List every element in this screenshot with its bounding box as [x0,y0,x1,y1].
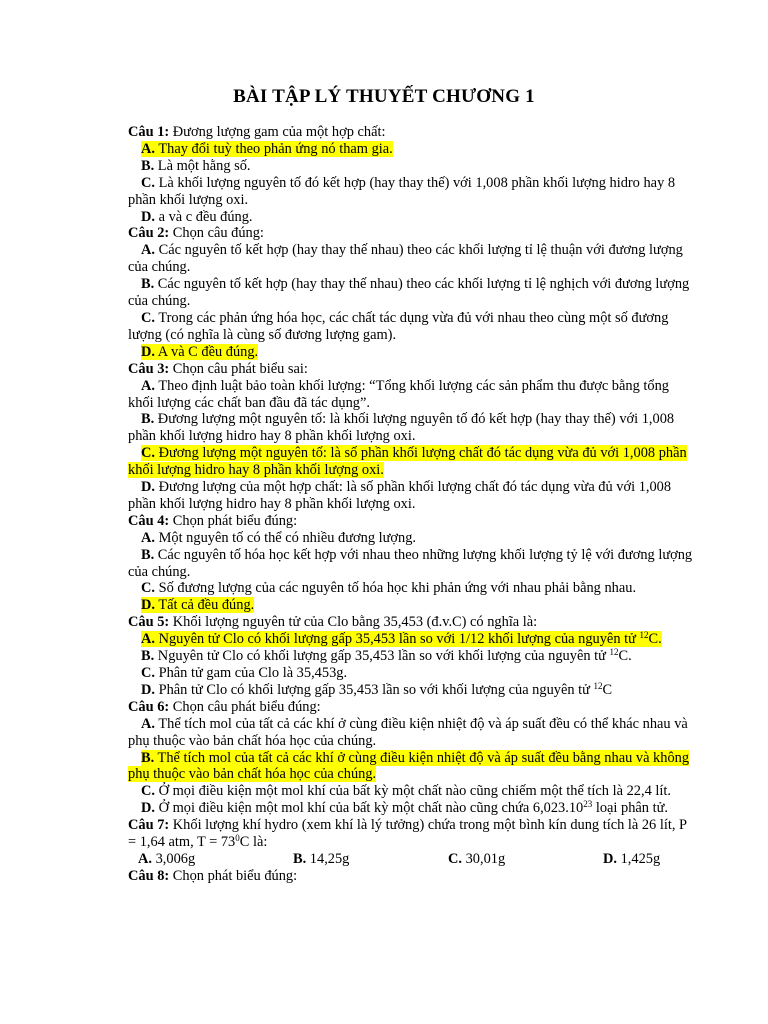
question-4 [128,513,696,530]
q1-option-a-label: A. [141,140,155,157]
question-3-label: Câu 3: [128,360,170,377]
q5-option-a [128,631,696,648]
q6-option-a-label: A. [141,715,155,732]
question-4-text: Chọn phát biểu đúng: [169,512,298,529]
q5-option-d-end: C [602,681,613,698]
q7-option-a [138,851,293,868]
document-title: BÀI TẬP LÝ THUYẾT CHƯƠNG 1 [233,86,535,107]
q6-option-a [128,716,696,750]
q1-option-a-highlight [141,141,393,157]
q5-option-a-highlight [141,631,662,647]
question-6-text: Chọn câu phát biểu đúng: [169,698,321,715]
q1-option-b [128,158,696,175]
q1-option-b-text: Là một hằng số. [154,157,251,174]
q6-option-b-text: Thể tích mol của tất cả các khí ở cùng điều kiện nhiệt độ và áp suất đều bằng nhau và không phụ thuộc vào bản chất hóa học của chúng. [128,749,690,783]
q5-option-a-text: Nguyên tử Clo có khối lượng gấp 35,453 lần so với 1/12 khối lượng của nguyên tử [155,631,640,648]
q1-option-d [128,209,696,226]
question-7-text-end: C là: [239,834,268,851]
q3-option-c-label: C. [141,445,155,462]
q2-option-b [128,276,696,310]
q4-option-b-label: B. [141,546,155,563]
q4-option-b-text: Các nguyên tố hóa học kết hợp với nhau theo những lượng khối lượng tỷ lệ với đương lượng của chúng. [128,546,693,580]
q1-option-a-text: Thay đổi tuỳ theo phản ứng nó tham gia. [155,140,393,157]
q5-option-b-superscript: 12 [609,647,619,658]
q3-option-b-text: Đương lượng một nguyên tố: là khối lượng nguyên tố đó kết hợp (hay thay thế) với 1,008 phần khối lượng hidro hay 8 phần khối lượng oxi. [128,411,675,445]
q6-option-c [128,783,696,800]
q2-option-b-text: Các nguyên tố kết hợp (hay thay thế nhau) theo các khối lượng tỉ lệ nghịch với đương lượng của chúng. [128,276,690,310]
q2-option-a [128,242,696,276]
question-8-label: Câu 8: [128,867,170,884]
q5-option-d-superscript: 12 [593,680,603,691]
q5-option-d-label: D. [141,681,155,698]
q2-option-d-label: D. [141,343,155,360]
document-body [128,124,696,885]
q5-option-c-text: Phân tử gam của Clo là 35,453g. [155,665,348,681]
q7-option-d-text: 1,425g [617,850,661,867]
q7-option-b-text: 14,25g [306,850,350,867]
q3-option-b [128,411,696,445]
question-3-text: Chọn câu phát biểu sai: [169,360,308,377]
q2-option-c [128,310,696,344]
q2-option-a-text: Các nguyên tố kết hợp (hay thay thế nhau) theo các khối lượng tỉ lệ thuận với đương lượng của chúng. [128,242,683,276]
question-1-text: Đương lượng gam của một hợp chất: [169,124,386,140]
question-7 [128,817,696,851]
q4-option-c-text: Số đương lượng của các nguyên tố hóa học khi phản ứng với nhau phải bằng nhau. [155,580,637,597]
question-1-label: Câu 1: [128,124,170,140]
q1-option-c-text: Là khối lượng nguyên tố đó kết hợp (hay thay thế) với 1,008 phần khối lượng hidro hay 8 phần khối lượng oxi. [128,174,676,208]
question-1 [128,124,696,141]
q4-option-a-label: A. [141,529,155,546]
q5-option-b-text: Nguyên tử Clo có khối lượng gấp 35,453 lần so với khối lượng của nguyên tử [154,648,610,665]
q6-option-d-superscript: 23 [583,799,593,810]
q3-option-a-text: Theo định luật bảo toàn khối lượng: “Tổng khối lượng các sản phẩm thu được bằng tổng khối lượng các chất ban đầu đã tác dụng”. [128,377,669,411]
question-3 [128,361,696,378]
q5-option-b-label: B. [141,648,155,665]
question-7-text: Khối lượng khí hydro (xem khí là lý tưởng) chứa trong một bình kín dung tích là 26 lít, P = 1,64 atm, T = 73 [128,817,687,851]
q7-options-row [128,851,696,868]
q5-option-b-end: C. [618,648,632,665]
q1-option-d-label: D. [141,208,155,225]
q5-option-a-end: C. [648,631,662,648]
q7-option-c-label: C. [448,850,462,867]
question-6-label: Câu 6: [128,698,170,715]
question-2-text: Chọn câu đúng: [169,225,264,242]
question-8-text: Chọn phát biểu đúng: [169,867,298,884]
q4-option-d-highlight [141,597,254,613]
q4-option-c-label: C. [141,580,155,597]
q6-option-c-label: C. [141,783,155,800]
q1-option-a [128,141,696,158]
question-8 [128,868,696,885]
q7-option-a-label: A. [138,850,152,867]
q1-option-c [128,175,696,209]
q6-option-d-text: Ở mọi điều kiện một mol khí của bất kỳ một chất nào cũng chứa 6,023.10 [155,800,584,817]
q4-option-d [128,597,696,614]
q2-option-d-highlight [141,344,258,360]
q2-option-b-label: B. [141,276,155,293]
q2-option-c-label: C. [141,309,155,326]
q3-option-d-text: Đương lượng của một hợp chất: là số phần khối lượng chất đó tác dụng vừa đủ với 1,008 phần khối lượng hidro hay 8 phần khối lượng oxi. [128,479,672,512]
q2-option-c-text: Trong các phản ứng hóa học, các chất tác dụng vừa đủ với nhau theo cùng một số đương lượng (có nghĩa là cùng số đương lượng gam). [128,309,669,343]
q1-option-c-label: C. [141,174,155,191]
question-7-superscript: 0 [235,833,240,844]
q5-option-a-superscript: 12 [639,630,649,641]
q1-option-d-text: a và c đều đúng. [155,208,253,225]
q3-option-c [128,445,696,479]
q3-option-a-label: A. [141,377,155,394]
q6-option-b-highlight [128,750,689,783]
q7-option-a-text: 3,006g [152,850,196,867]
q3-option-c-text: Đương lượng một nguyên tố: là số phần khối lượng chất đó tác dụng vừa đủ với 1,008 phần khối lượng hidro hay 8 phần khối lượng oxi. [128,445,687,479]
question-5-text: Khối lượng nguyên tử của Clo bằng 35,453 (đ.v.C) có nghĩa là: [169,614,538,631]
q4-option-d-text: Tất cả đều đúng. [155,597,255,614]
q7-option-c [448,851,603,868]
q3-option-a [128,378,696,412]
q6-option-a-text: Thể tích mol của tất cả các khí ở cùng điều kiện nhiệt độ và áp suất đều có thể khác nhau và phụ thuộc vào bản chất hóa học của chúng. [128,715,688,749]
q1-option-b-label: B. [141,157,155,174]
q7-option-c-text: 30,01g [462,850,506,867]
q6-option-b-label: B. [141,749,155,766]
question-5 [128,614,696,631]
q4-option-a [128,530,696,547]
q3-option-b-label: B. [141,411,155,428]
q7-option-b [293,851,448,868]
q2-option-d-text: A và C đều đúng. [155,343,259,360]
q3-option-d [128,479,696,513]
question-5-label: Câu 5: [128,614,170,631]
q5-option-c-label: C. [141,665,155,681]
q3-option-c-highlight [128,445,687,478]
q5-option-c [128,665,696,682]
q6-option-c-text: Ở mọi điều kiện một mol khí của bất kỳ một chất nào cũng chiếm một thể tích là 22,4 lít. [155,783,671,800]
q6-option-d-end: loại phân tử. [592,800,668,817]
q2-option-a-label: A. [141,242,155,259]
q3-option-d-label: D. [141,479,155,496]
q4-option-a-text: Một nguyên tố có thể có nhiều đương lượng. [155,529,417,546]
q2-option-d [128,344,696,361]
q6-option-d [128,800,696,817]
q7-option-d-label: D. [603,850,617,867]
q7-option-d [603,851,693,868]
q4-option-c [128,580,696,597]
q5-option-d [128,682,696,699]
q5-option-d-text: Phân tử Clo có khối lượng gấp 35,453 lần so với khối lượng của nguyên tử [155,681,594,698]
question-2-label: Câu 2: [128,225,170,242]
q4-option-b [128,547,696,581]
question-7-label: Câu 7: [128,817,170,834]
question-2 [128,225,696,242]
q6-option-d-label: D. [141,800,155,817]
question-6 [128,699,696,716]
q7-option-b-label: B. [293,850,307,867]
q5-option-b [128,648,696,665]
q4-option-d-label: D. [141,597,155,614]
q5-option-a-label: A. [141,631,155,648]
question-4-label: Câu 4: [128,512,170,529]
q6-option-b [128,750,696,784]
